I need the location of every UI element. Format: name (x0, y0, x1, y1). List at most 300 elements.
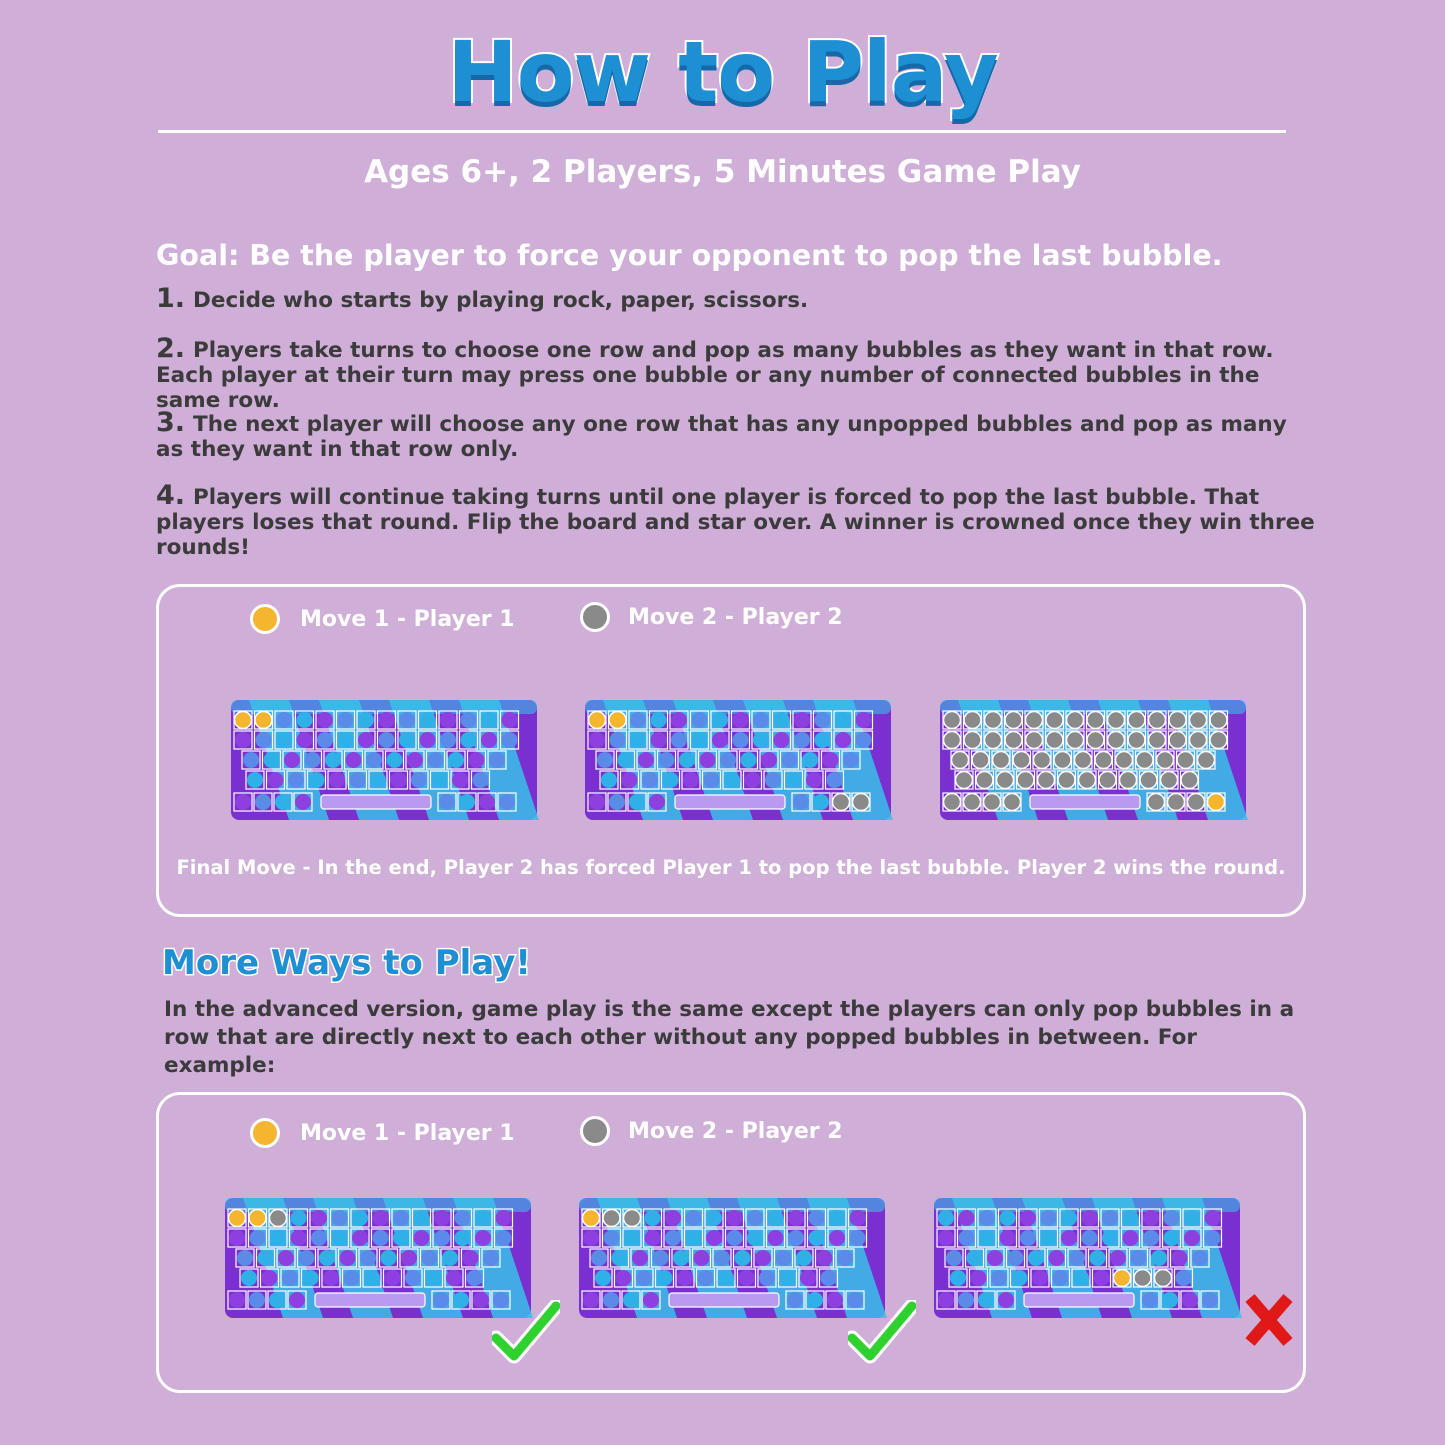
bubble (297, 712, 313, 728)
bubble (850, 1230, 866, 1246)
goal-statement: Goal: Be the player to force your opponent to pop the last bubble. (156, 239, 1223, 272)
popped-bubble (270, 1210, 287, 1227)
popped-bubble (1161, 772, 1178, 789)
final-move-caption: Final Move - In the end, Player 2 has forced Player 1 to pop the last bubble. Player 2 wins the round. (176, 856, 1286, 879)
popped-bubble (1148, 794, 1165, 811)
bubble (673, 1250, 689, 1266)
bubble (733, 732, 749, 748)
bubble (759, 1270, 775, 1286)
bubble (704, 772, 720, 788)
bubble (319, 1250, 335, 1266)
bubble (255, 794, 271, 810)
bubble (1184, 1210, 1200, 1226)
bubble (496, 1230, 512, 1246)
bubble (618, 752, 634, 768)
bubble (753, 732, 769, 748)
bubble (1000, 1210, 1016, 1226)
bubble (971, 1270, 987, 1286)
game-info-subtitle: Ages 6+, 2 Players, 5 Minutes Game Play (364, 154, 1081, 190)
bubble (671, 712, 687, 728)
bubble (768, 1210, 784, 1226)
bubble (1142, 1292, 1158, 1308)
bubble (311, 1230, 327, 1246)
bubble (712, 732, 728, 748)
bubble (407, 752, 423, 768)
step-2 (156, 333, 1316, 413)
bubble (629, 794, 645, 810)
bubble (289, 1292, 305, 1308)
bubble (809, 1210, 825, 1226)
bubble (807, 1292, 823, 1308)
popped-bubble (952, 752, 969, 769)
popped-bubble (1108, 732, 1125, 749)
bubble (794, 712, 810, 728)
bubble (677, 1270, 693, 1286)
bubble (610, 732, 626, 748)
bubble (786, 772, 802, 788)
popped-bubble (624, 1210, 641, 1227)
space-bar (669, 1293, 779, 1307)
bubble (1151, 1250, 1167, 1266)
bubble (1102, 1230, 1118, 1246)
popped-bubble (1155, 1270, 1172, 1287)
bubble (401, 1250, 417, 1266)
bubble (630, 712, 646, 728)
step-number: 3. (156, 407, 186, 438)
bubble (303, 1270, 319, 1286)
bubble (1172, 1250, 1188, 1266)
popped-bubble (1026, 712, 1043, 729)
popped-bubble (1120, 772, 1137, 789)
bubble (698, 1270, 714, 1286)
bubble (643, 1292, 659, 1308)
bubble (979, 1210, 995, 1226)
bubble (1164, 1230, 1180, 1246)
popped-bubble (1005, 732, 1022, 749)
bubble (391, 772, 407, 788)
popped-bubble (1026, 732, 1043, 749)
bubble (612, 1250, 628, 1266)
bubble (1162, 1292, 1178, 1308)
bubble (741, 752, 757, 768)
popped-bubble (1188, 794, 1205, 811)
bubble (1082, 1210, 1098, 1226)
popped-bubble (1114, 1270, 1131, 1287)
bubble (938, 1210, 954, 1226)
popped-bubble (1149, 732, 1166, 749)
popped-bubble (1128, 732, 1145, 749)
popped-bubble (1128, 712, 1145, 729)
bubble (638, 752, 654, 768)
popped-bubble (603, 1210, 620, 1227)
popped-bubble (1087, 732, 1104, 749)
bubble (622, 772, 638, 788)
bubble (250, 1230, 266, 1246)
popped-bubble (1168, 794, 1185, 811)
step-1 (156, 283, 1316, 314)
bubble (305, 752, 321, 768)
popped-bubble (1046, 732, 1063, 749)
bubble (856, 712, 872, 728)
bubble (364, 1270, 380, 1286)
bubble (835, 712, 851, 728)
bubble (712, 712, 728, 728)
bubble (776, 1250, 792, 1266)
bubble (774, 712, 790, 728)
advanced-board-3 (932, 1194, 1242, 1320)
bubble (829, 1230, 845, 1246)
bubble (422, 1250, 438, 1266)
bubble (780, 1270, 796, 1286)
popped-bubble (1075, 752, 1092, 769)
bubble (706, 1230, 722, 1246)
bubble (1131, 1250, 1147, 1266)
bubble (358, 732, 374, 748)
bubble (809, 1230, 825, 1246)
bubble (241, 1270, 257, 1286)
bubble (1000, 1230, 1016, 1246)
bubble (806, 772, 822, 788)
bubble (595, 1270, 611, 1286)
advanced-board-2 (577, 1194, 887, 1320)
bubble (1012, 1270, 1028, 1286)
board-step-2 (583, 696, 893, 822)
player-1-dot-icon (250, 1118, 280, 1148)
bubble (632, 1250, 648, 1266)
popped-bubble (609, 712, 626, 729)
popped-bubble (833, 794, 850, 811)
popped-bubble (944, 732, 961, 749)
popped-bubble (944, 794, 961, 811)
bubble (502, 732, 518, 748)
bubble (1041, 1230, 1057, 1246)
bubble (624, 1230, 640, 1246)
popped-bubble (1116, 752, 1133, 769)
bubble (467, 1270, 483, 1286)
bubble (459, 794, 475, 810)
bubble (727, 1210, 743, 1226)
step-number: 4. (156, 480, 186, 511)
popped-bubble (583, 1210, 600, 1227)
bubble (393, 1230, 409, 1246)
bubble (616, 1270, 632, 1286)
step-text: Players take turns to choose one row and pop as many bubbles as they want in that row. Each player at their turn may press one bubble or any number of connected bubbles in the same row. (156, 338, 1274, 413)
popped-bubble (964, 712, 981, 729)
bubble (358, 712, 374, 728)
bubble (856, 732, 872, 748)
space-bar (1030, 795, 1140, 809)
popped-bubble (1013, 752, 1030, 769)
bubble (938, 1230, 954, 1246)
bubble (755, 1250, 771, 1266)
bubble (1164, 1210, 1180, 1226)
bubble (659, 752, 675, 768)
popped-bubble (1210, 732, 1227, 749)
bubble (439, 794, 455, 810)
popped-bubble (1067, 712, 1084, 729)
popped-bubble (1058, 772, 1075, 789)
bubble (434, 1210, 450, 1226)
popped-bubble (1190, 732, 1207, 749)
popped-bubble (1157, 752, 1174, 769)
popped-bubble (1169, 732, 1186, 749)
bubble (268, 772, 284, 788)
popped-bubble (1108, 712, 1125, 729)
bubble (768, 1230, 784, 1246)
bubble (434, 1230, 450, 1246)
bubble (1110, 1250, 1126, 1266)
bubble (774, 732, 790, 748)
step-text: The next player will choose any one row that has any unpopped bubbles and pop as many as they want in that row only. (156, 412, 1287, 462)
bubble (1176, 1270, 1192, 1286)
bubble (796, 1250, 812, 1266)
bubble (747, 1230, 763, 1246)
popped-bubble (956, 772, 973, 789)
bubble (243, 752, 259, 768)
title-divider (158, 130, 1286, 133)
legend-move-2: Move 2 - Player 2 (628, 605, 843, 630)
popped-bubble (972, 752, 989, 769)
bubble (793, 794, 809, 810)
bubble (299, 1250, 315, 1266)
more-ways-description: In the advanced version, game play is the same except the players can only pop bubbles in a row that are directly next to each other without any popped bubbles in between. For example: (164, 997, 1295, 1078)
legend-move-2: Move 2 - Player 2 (628, 1119, 843, 1144)
bubble (229, 1292, 245, 1308)
bubble (311, 1210, 327, 1226)
valid-checkmark-icon (848, 1300, 916, 1366)
bubble (747, 1210, 763, 1226)
bubble (694, 1250, 710, 1266)
bubble (843, 752, 859, 768)
bubble (1061, 1210, 1077, 1226)
bubble (249, 1292, 265, 1308)
popped-bubble (984, 794, 1001, 811)
bubble (473, 772, 489, 788)
bubble (800, 1270, 816, 1286)
bubble (583, 1230, 599, 1246)
space-bar (321, 795, 431, 809)
bubble (1020, 1210, 1036, 1226)
bubble (829, 1210, 845, 1226)
bubble (350, 772, 366, 788)
popped-bubble (1067, 732, 1084, 749)
popped-bubble (1087, 712, 1104, 729)
bubble (405, 1270, 421, 1286)
bubble (420, 732, 436, 748)
bubble (817, 1250, 833, 1266)
bubble (297, 732, 313, 748)
bubble (821, 1270, 837, 1286)
bubble (317, 732, 333, 748)
bubble (651, 712, 667, 728)
bubble (720, 752, 736, 768)
bubble (256, 732, 272, 748)
bubble (1073, 1270, 1089, 1286)
bubble (373, 1210, 389, 1226)
popped-bubble (997, 772, 1014, 789)
popped-bubble (1190, 712, 1207, 729)
bubble (802, 752, 818, 768)
bubble (442, 1250, 458, 1266)
bubble (706, 1210, 722, 1226)
bubble (765, 772, 781, 788)
bubble (692, 732, 708, 748)
popped-bubble (993, 752, 1010, 769)
bubble (237, 1250, 253, 1266)
bubble (959, 1210, 975, 1226)
player-2-dot-icon (580, 602, 610, 632)
space-bar (1024, 1293, 1134, 1307)
popped-bubble (1054, 752, 1071, 769)
bubble (420, 712, 436, 728)
bubble (1028, 1250, 1044, 1266)
bubble (850, 1210, 866, 1226)
bubble (276, 712, 292, 728)
bubble (270, 1230, 286, 1246)
bubble (325, 752, 341, 768)
popped-bubble (985, 732, 1002, 749)
bubble (475, 1230, 491, 1246)
step-3 (156, 407, 1316, 462)
bubble (1184, 1230, 1200, 1246)
bubble (761, 752, 777, 768)
popped-bubble (1046, 712, 1063, 729)
step-4 (156, 480, 1316, 560)
bubble (788, 1230, 804, 1246)
bubble (258, 1250, 274, 1266)
bubble (235, 732, 251, 748)
bubble (815, 732, 831, 748)
bubble (623, 1292, 639, 1308)
bubble (370, 772, 386, 788)
bubble (247, 772, 263, 788)
bubble (1202, 1292, 1218, 1308)
bubble (452, 772, 468, 788)
bubble (448, 752, 464, 768)
bubble (264, 752, 280, 768)
player-2-dot-icon (580, 1116, 610, 1146)
bubble (469, 752, 485, 768)
bubble (815, 712, 831, 728)
bubble (473, 1292, 489, 1308)
bubble (1090, 1250, 1106, 1266)
bubble (1205, 1210, 1221, 1226)
bubble (636, 1270, 652, 1286)
bubble (727, 1230, 743, 1246)
bubble (686, 1230, 702, 1246)
bubble (278, 1250, 294, 1266)
bubble (329, 772, 345, 788)
bubble (724, 772, 740, 788)
bubble (1008, 1250, 1024, 1266)
bubble (679, 752, 695, 768)
player-1-dot-icon (250, 604, 280, 634)
popped-bubble (1140, 772, 1157, 789)
bubble (649, 794, 665, 810)
bubble (275, 794, 291, 810)
bubble (360, 1250, 376, 1266)
space-bar (675, 795, 785, 809)
bubble (1020, 1230, 1036, 1246)
bubble (782, 752, 798, 768)
bubble (432, 772, 448, 788)
bubble (653, 1250, 669, 1266)
bubble (332, 1210, 348, 1226)
last-bubble (1208, 794, 1225, 811)
bubble (1049, 1250, 1065, 1266)
bubble (589, 732, 605, 748)
bubble (998, 1292, 1014, 1308)
bubble (991, 1270, 1007, 1286)
popped-bubble (853, 794, 870, 811)
bubble (692, 712, 708, 728)
bubble (496, 1210, 512, 1226)
valid-checkmark-icon (492, 1300, 560, 1366)
bubble (686, 1210, 702, 1226)
legend-move-1: Move 1 - Player 1 (300, 607, 515, 632)
popped-bubble (1198, 752, 1215, 769)
bubble (461, 732, 477, 748)
more-ways-heading: More Ways to Play! (162, 943, 531, 983)
bubble (414, 1230, 430, 1246)
bubble (276, 732, 292, 748)
popped-bubble (1095, 752, 1112, 769)
step-number: 2. (156, 333, 186, 364)
popped-bubble (1169, 712, 1186, 729)
bubble (938, 1292, 954, 1308)
bubble (591, 1250, 607, 1266)
bubble (1102, 1210, 1118, 1226)
popped-bubble (589, 712, 606, 729)
popped-bubble (1149, 712, 1166, 729)
bubble (583, 1292, 599, 1308)
bubble (373, 1230, 389, 1246)
bubble (411, 772, 427, 788)
bubble (753, 712, 769, 728)
bubble (1123, 1230, 1139, 1246)
bubble (787, 1292, 803, 1308)
popped-bubble (944, 712, 961, 729)
bubble (475, 1210, 491, 1226)
popped-bubble (249, 1210, 266, 1227)
bubble (651, 732, 667, 748)
popped-bubble (255, 712, 272, 729)
bubble (1182, 1292, 1198, 1308)
bubble (481, 732, 497, 748)
bubble (665, 1230, 681, 1246)
bubble (601, 772, 617, 788)
bubble (323, 1270, 339, 1286)
bubble (291, 1210, 307, 1226)
popped-bubble (1134, 1270, 1151, 1287)
bubble (387, 752, 403, 768)
bubble (837, 1250, 853, 1266)
bubble (827, 772, 843, 788)
bubble (399, 712, 415, 728)
bubble (499, 794, 515, 810)
bubble (426, 1270, 442, 1286)
bubble (642, 772, 658, 788)
popped-bubble (1005, 712, 1022, 729)
bubble (1192, 1250, 1208, 1266)
bubble (440, 712, 456, 728)
bubble (645, 1230, 661, 1246)
space-bar (315, 1293, 425, 1307)
popped-bubble (235, 712, 252, 729)
bubble (959, 1230, 975, 1246)
popped-bubble (964, 794, 981, 811)
bubble (1061, 1230, 1077, 1246)
